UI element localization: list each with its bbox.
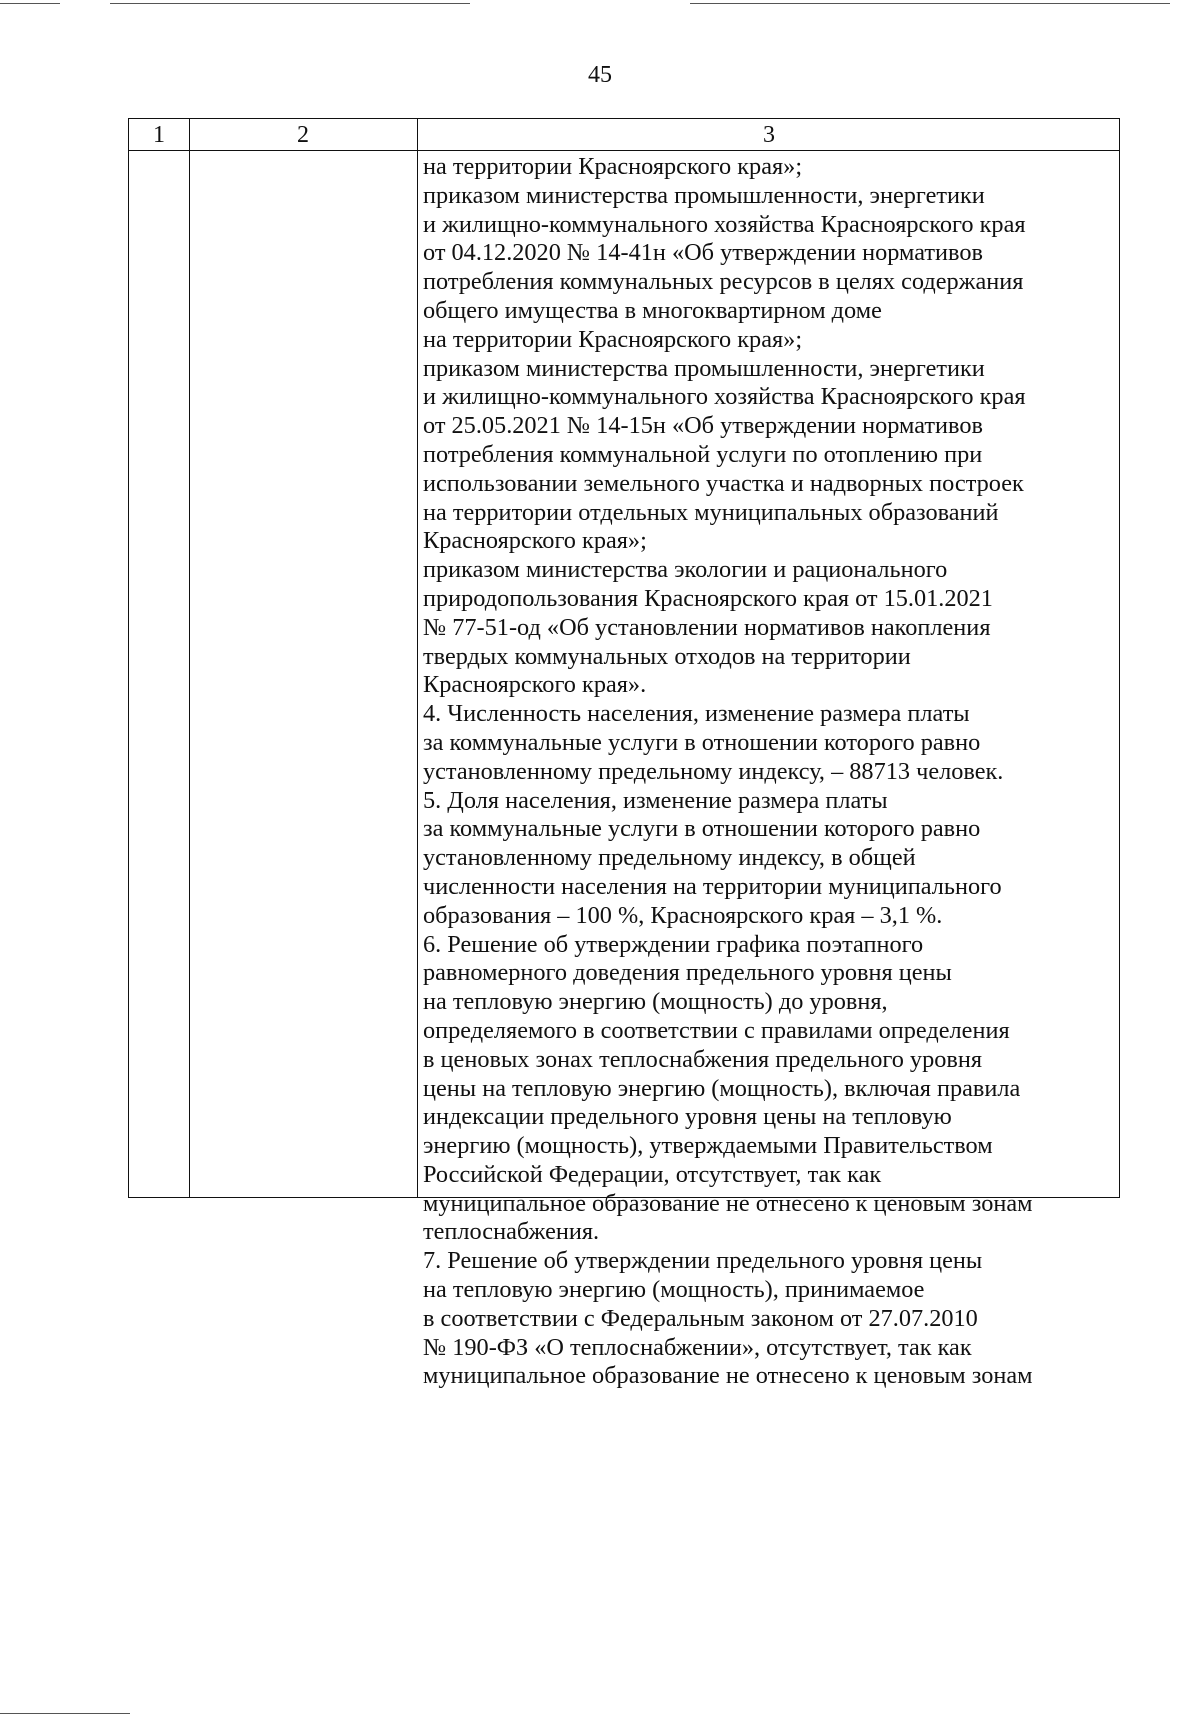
text-line: на тепловую энергию (мощность), принимаемое — [423, 1276, 925, 1304]
text-line: и жилищно-коммунального хозяйства Красноярского края — [423, 383, 1026, 411]
text-line: Красноярского края». — [423, 671, 647, 699]
text-line: за коммунальные услуги в отношении которого равно — [423, 815, 981, 843]
text-line: природопользования Красноярского края от 15.01.2021 — [423, 584, 993, 612]
text-line: приказом министерства промышленности, энергетики — [423, 181, 985, 209]
text-line: определяемого в соответствии с правилами определения — [423, 1016, 1010, 1044]
text-line: приказом министерства промышленности, энергетики — [423, 354, 985, 382]
text-line: 6. Решение об утверждении графика поэтапного — [423, 930, 924, 958]
text-line: от 04.12.2020 № 14-41н «Об утверждении нормативов — [423, 239, 983, 267]
header-cell-2: 2 — [297, 122, 309, 148]
scan-artifact-top-right — [690, 3, 1170, 4]
text-line: твердых коммунальных отходов на территории — [423, 642, 911, 670]
scan-artifact-top-left — [0, 3, 60, 4]
text-line: образования – 100 %, Красноярского края – 3,1 %. — [423, 901, 943, 929]
text-line: потребления коммунальных ресурсов в целях содержания — [423, 268, 1024, 296]
text-line: на территории Красноярского края»; — [423, 325, 803, 353]
text-line: на территории отдельных муниципальных образований — [423, 498, 999, 526]
table-header-row — [129, 119, 1119, 151]
text-line: на тепловую энергию (мощность) до уровня, — [423, 988, 888, 1016]
text-line: 7. Решение об утверждении предельного уровня цены — [423, 1247, 983, 1275]
text-line: № 190-ФЗ «О теплоснабжении», отсутствует, так как — [423, 1333, 972, 1361]
text-line: за коммунальные услуги в отношении которого равно — [423, 728, 981, 756]
text-line: равномерного доведения предельного уровня цены — [423, 959, 952, 987]
column-divider-1 — [189, 119, 190, 1197]
text-line: потребления коммунальной услуги по отоплению при — [423, 440, 983, 468]
text-line: энергию (мощность), утверждаемыми Правительством — [423, 1132, 993, 1160]
column-divider-2 — [417, 119, 418, 1197]
text-line: и жилищно-коммунального хозяйства Красноярского края — [423, 210, 1026, 238]
text-line: Красноярского края»; — [423, 527, 647, 555]
scan-artifact-bottom-left — [0, 1713, 130, 1714]
text-line: общего имущества в многоквартирном доме — [423, 296, 882, 324]
text-line: на территории Красноярского края»; — [423, 153, 803, 180]
text-line: теплоснабжения. — [423, 1218, 600, 1246]
text-line: установленному предельному индексу, – 88713 человек. — [423, 757, 1004, 785]
text-line: 4. Численность населения, изменение размера платы — [423, 700, 970, 728]
scan-artifact-top — [110, 3, 470, 4]
document-table — [128, 118, 1120, 1390]
page-number: 45 — [588, 62, 612, 88]
text-line: установленному предельному индексу, в общей — [423, 844, 916, 872]
text-line: численности населения на территории муниципального — [423, 872, 1002, 900]
body-cell-column-3 — [423, 153, 1119, 1391]
text-line: использовании земельного участка и надворных построек — [423, 469, 1024, 497]
header-cell-1: 1 — [153, 122, 165, 148]
text-line: Российской Федерации, отсутствует, так как — [423, 1160, 882, 1188]
text-line: в ценовых зонах теплоснабжения предельного уровня — [423, 1045, 983, 1073]
text-line: в соответствии с Федеральным законом от 27.07.2010 — [423, 1304, 978, 1332]
text-line: цены на тепловую энергию (мощность), включая правила — [423, 1074, 1021, 1102]
text-line: 5. Доля населения, изменение размера платы — [423, 786, 888, 814]
text-line: муниципальное образование не отнесено к ценовым зонам — [423, 1189, 1033, 1217]
header-cell-3: 3 — [763, 122, 775, 148]
text-line: индексации предельного уровня цены на тепловую — [423, 1103, 952, 1131]
text-line: муниципальное образование не отнесено к ценовым зонам — [423, 1362, 1033, 1390]
text-line: № 77-51-од «Об установлении нормативов накопления — [423, 613, 991, 641]
text-line: приказом министерства экологии и рационального — [423, 556, 948, 584]
text-line: от 25.05.2021 № 14-15н «Об утверждении нормативов — [423, 412, 983, 440]
